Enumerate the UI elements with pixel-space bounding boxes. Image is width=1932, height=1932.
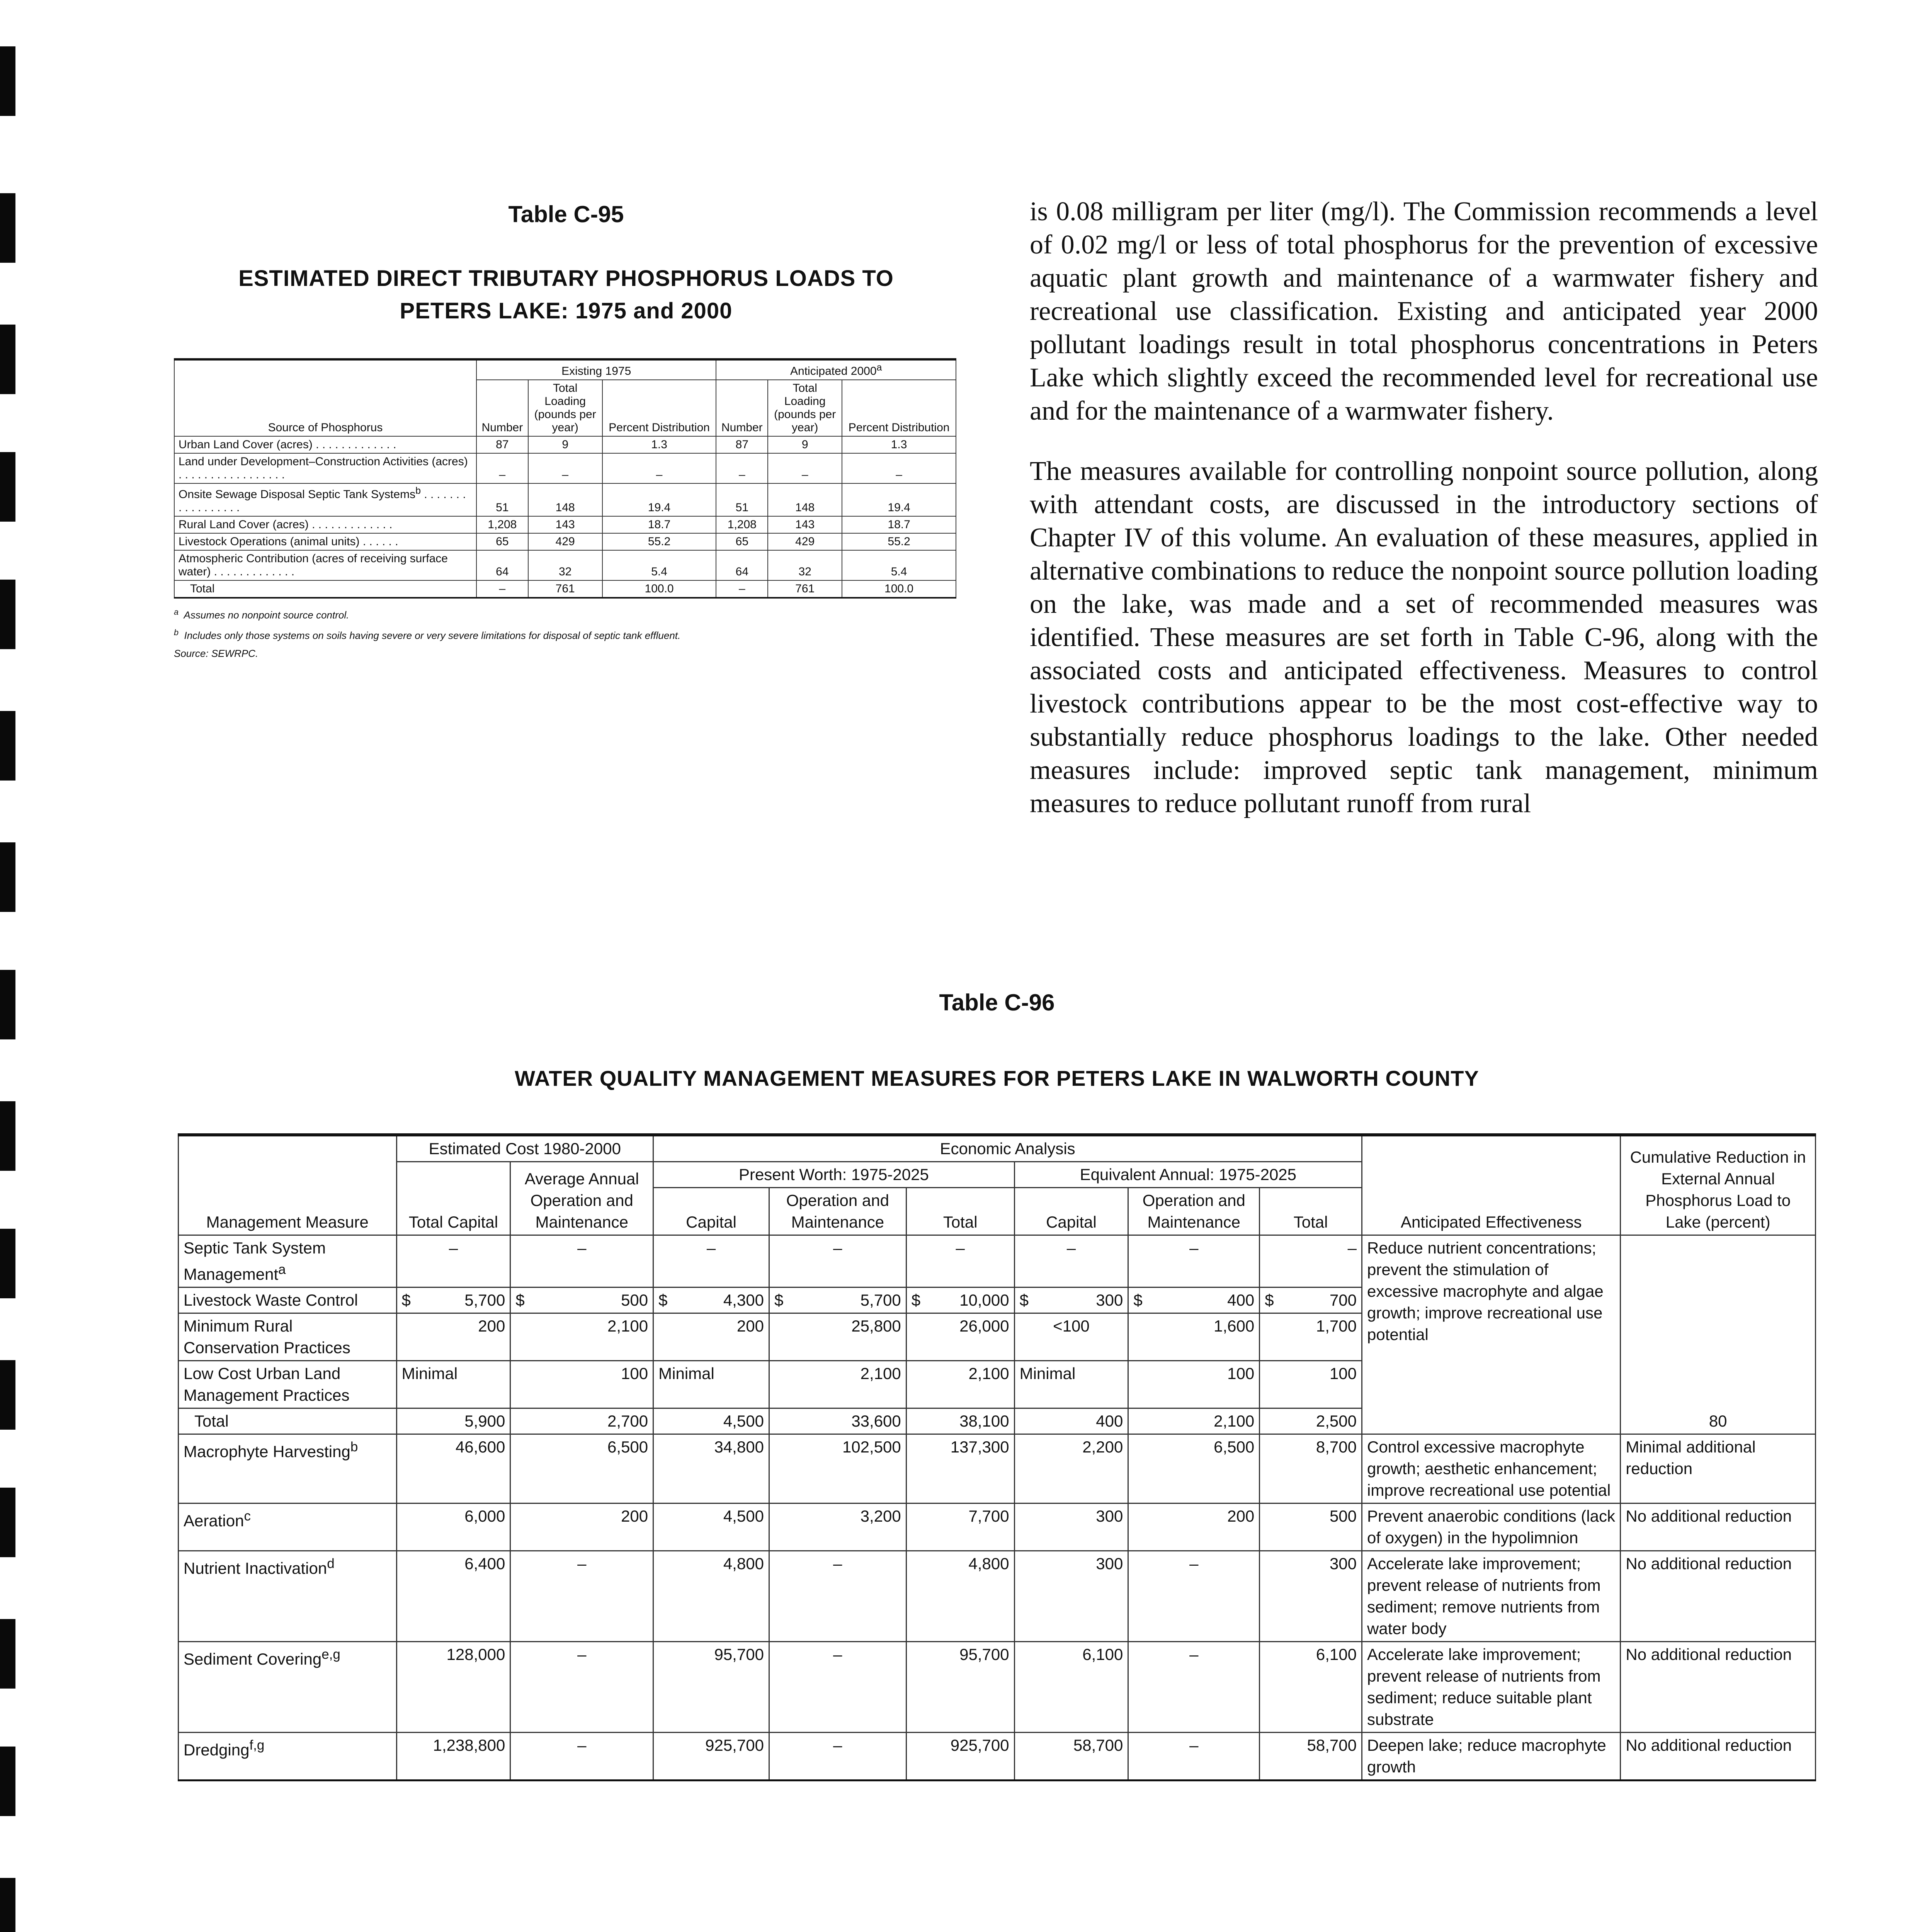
table-row xyxy=(174,516,956,533)
measure-text: Dredging xyxy=(184,1741,250,1759)
value-cell: 4,800 xyxy=(906,1551,1014,1642)
col-number-header: Number xyxy=(716,380,768,436)
value-cell xyxy=(769,1287,906,1313)
value-cell: 95,700 xyxy=(653,1642,769,1733)
value-cell: 32 xyxy=(768,550,842,580)
value-cell: – xyxy=(1128,1733,1260,1781)
body-text xyxy=(1030,195,1818,847)
value-cell: 143 xyxy=(768,516,842,533)
value-cell: 5,900 xyxy=(396,1408,510,1434)
footnote-mark: b xyxy=(415,485,421,496)
value-cell: – xyxy=(716,580,768,598)
col-capital-header: Capital xyxy=(653,1188,769,1235)
source-cell: Atmospheric Contribution (acres of receiving surface water) . . . . . . . . . . . . . xyxy=(174,550,476,580)
col-total-capital-header: Total Capital xyxy=(396,1162,510,1235)
value-cell xyxy=(1014,1287,1128,1313)
group-existing-header: Existing 1975 xyxy=(476,359,716,380)
table-row xyxy=(174,436,956,453)
value-cell: 33,600 xyxy=(769,1408,906,1434)
col-reduction-header: Cumulative Reduction in External Annual Phosphorus Load to Lake (percent) xyxy=(1621,1135,1816,1235)
binder-mark xyxy=(0,1488,15,1557)
value-text: 5,700 xyxy=(464,1291,505,1309)
reduction-cell: No additional reduction xyxy=(1621,1503,1816,1551)
value-cell: 400 xyxy=(1014,1408,1128,1434)
value-cell: 65 xyxy=(716,533,768,550)
group-equivalent-annual-header: Equivalent Annual: 1975-2025 xyxy=(1014,1162,1362,1188)
effectiveness-cell: Prevent anaerobic conditions (lack of oxygen) in the hypolimnion xyxy=(1362,1503,1621,1551)
footnote-mark: c xyxy=(244,1509,251,1524)
value-cell xyxy=(1128,1287,1260,1313)
value-cell: 9 xyxy=(528,436,602,453)
table-c96-section xyxy=(178,989,1816,1781)
value-cell: 925,700 xyxy=(653,1733,769,1781)
binder-mark xyxy=(0,1619,15,1689)
effectiveness-cell: Control excessive macrophyte growth; aesthetic enhancement; improve recreational use potential xyxy=(1362,1434,1621,1503)
value-cell: 925,700 xyxy=(906,1733,1014,1781)
col-total-header: Total xyxy=(1260,1188,1362,1235)
table-c95 xyxy=(174,358,956,599)
value-cell: – xyxy=(1260,1235,1362,1287)
source-dots: . . . . . . . . . . . . . . . . . xyxy=(179,488,466,514)
binder-mark xyxy=(0,842,15,912)
measure-cell xyxy=(179,1642,397,1733)
value-cell xyxy=(396,1287,510,1313)
table-c95-title xyxy=(174,262,958,327)
table-row xyxy=(179,1503,1816,1551)
group-anticipated-text: Anticipated 2000 xyxy=(790,365,877,378)
value-cell: 18.7 xyxy=(842,516,956,533)
value-cell: 6,000 xyxy=(396,1503,510,1551)
value-cell: 55.2 xyxy=(842,533,956,550)
value-cell: 761 xyxy=(528,580,602,598)
value-cell: 102,500 xyxy=(769,1434,906,1503)
col-total-loading-header: Total Loading (pounds per year) xyxy=(528,380,602,436)
value-cell xyxy=(653,1287,769,1313)
col-percent-header: Percent Distribution xyxy=(842,380,956,436)
source-cell: Livestock Operations (animal units) . . . . . . xyxy=(174,533,476,550)
table-c96-label: Table C-96 xyxy=(939,990,1055,1015)
value-cell: 26,000 xyxy=(906,1313,1014,1361)
value-cell: Minimal xyxy=(653,1361,769,1408)
footnote-mark: d xyxy=(327,1556,335,1571)
value-cell: – xyxy=(769,1235,906,1287)
table-row xyxy=(174,550,956,580)
value-text: 400 xyxy=(1227,1291,1255,1309)
table-row xyxy=(174,533,956,550)
table-c95-footnotes xyxy=(174,607,958,660)
value-cell: 1,238,800 xyxy=(396,1733,510,1781)
value-cell: – xyxy=(1128,1642,1260,1733)
measure-text: Septic Tank System Management xyxy=(184,1239,326,1283)
total-row xyxy=(174,580,956,598)
value-cell: 51 xyxy=(716,483,768,516)
value-cell: 6,100 xyxy=(1260,1642,1362,1733)
dollar-sign: $ xyxy=(515,1291,525,1309)
group-anticipated-header xyxy=(716,359,956,380)
effectiveness-cell: Accelerate lake improvement; prevent release of nutrients from sediment; remove nutrients from water body xyxy=(1362,1551,1621,1642)
value-cell: – xyxy=(653,1235,769,1287)
footnote-mark: b xyxy=(350,1439,358,1454)
footnote xyxy=(174,628,958,642)
footnote-mark: a xyxy=(174,607,179,617)
value-cell: – xyxy=(906,1235,1014,1287)
value-cell: – xyxy=(769,1642,906,1733)
value-cell: 64 xyxy=(716,550,768,580)
value-cell: – xyxy=(768,453,842,483)
col-avg-annual-header: Average Annual Operation and Maintenance xyxy=(510,1162,653,1235)
table-row xyxy=(174,453,956,483)
binder-mark xyxy=(0,580,15,649)
value-cell: – xyxy=(528,453,602,483)
value-cell: 6,400 xyxy=(396,1551,510,1642)
value-cell: 46,600 xyxy=(396,1434,510,1503)
value-cell: Minimal xyxy=(1014,1361,1128,1408)
col-total-header: Total xyxy=(906,1188,1014,1235)
value-cell: 64 xyxy=(476,550,528,580)
source-cell: Urban Land Cover (acres) . . . . . . . . . . . . . xyxy=(174,436,476,453)
value-cell: – xyxy=(1128,1235,1260,1287)
binder-mark xyxy=(0,452,15,522)
col-total-loading-header: Total Loading (pounds per year) xyxy=(768,380,842,436)
col-om-header: Operation and Maintenance xyxy=(1128,1188,1260,1235)
value-text: 300 xyxy=(1096,1291,1123,1309)
value-cell xyxy=(906,1287,1014,1313)
measure-text: Macrophyte Harvesting xyxy=(184,1442,350,1461)
dollar-sign: $ xyxy=(658,1291,668,1309)
value-cell: 38,100 xyxy=(906,1408,1014,1434)
value-cell: – xyxy=(510,1235,653,1287)
value-cell: 200 xyxy=(396,1313,510,1361)
col-number-header: Number xyxy=(476,380,528,436)
source-cell: Rural Land Cover (acres) . . . . . . . . . . . . . xyxy=(174,516,476,533)
table-c96-title: WATER QUALITY MANAGEMENT MEASURES FOR PETERS LAKE IN WALWORTH COUNTY xyxy=(515,1066,1479,1090)
value-cell: 51 xyxy=(476,483,528,516)
footnote-mark: e,g xyxy=(321,1647,340,1662)
dollar-sign: $ xyxy=(911,1291,921,1309)
value-cell: 6,500 xyxy=(1128,1434,1260,1503)
value-cell: 2,200 xyxy=(1014,1434,1128,1503)
value-cell: <100 xyxy=(1014,1313,1128,1361)
value-cell: Minimal xyxy=(396,1361,510,1408)
footnote-mark: a xyxy=(876,362,882,373)
value-cell: 7,700 xyxy=(906,1503,1014,1551)
footnote xyxy=(174,607,958,621)
value-cell: – xyxy=(842,453,956,483)
value-cell: 200 xyxy=(1128,1503,1260,1551)
measure-cell xyxy=(179,1235,397,1287)
table-c95-section xyxy=(174,201,958,660)
binder-mark xyxy=(0,1360,15,1430)
value-cell: – xyxy=(769,1733,906,1781)
binder-mark xyxy=(0,46,15,116)
value-text: 5,700 xyxy=(860,1291,901,1309)
table-c96 xyxy=(178,1133,1816,1781)
col-om-header: Operation and Maintenance xyxy=(769,1188,906,1235)
value-text: 10,000 xyxy=(959,1291,1009,1309)
measure-text: Aeration xyxy=(184,1512,244,1530)
value-cell: 761 xyxy=(768,580,842,598)
binder-mark xyxy=(0,1747,15,1816)
value-cell: 429 xyxy=(528,533,602,550)
value-cell: 148 xyxy=(528,483,602,516)
reduction-cell: No additional reduction xyxy=(1621,1551,1816,1642)
dollar-sign: $ xyxy=(1019,1291,1029,1309)
table-row xyxy=(179,1551,1816,1642)
dollar-sign: $ xyxy=(1265,1291,1274,1309)
value-cell: 2,700 xyxy=(510,1408,653,1434)
value-cell: 200 xyxy=(653,1313,769,1361)
reduction-cell: Minimal additional reduction xyxy=(1621,1434,1816,1503)
value-cell: 4,500 xyxy=(653,1503,769,1551)
source-cell: Land under Development–Construction Activities (acres) . . . . . . . . . . . . . . . . . xyxy=(174,453,476,483)
reduction-cell: No additional reduction xyxy=(1621,1733,1816,1781)
value-cell: 6,500 xyxy=(510,1434,653,1503)
reduction-cell: 80 xyxy=(1621,1235,1816,1434)
group-present-worth-header: Present Worth: 1975-2025 xyxy=(653,1162,1014,1188)
binder-mark xyxy=(0,1229,15,1298)
footnote-text: Includes only those systems on soils having severe or very severe limitations for disposal of septic tank effluent. xyxy=(184,629,681,641)
value-cell: 137,300 xyxy=(906,1434,1014,1503)
value-cell: 4,800 xyxy=(653,1551,769,1642)
table-c95-title-line2: PETERS LAKE: 1975 and 2000 xyxy=(400,298,733,323)
value-cell: 1,700 xyxy=(1260,1313,1362,1361)
effectiveness-cell: Reduce nutrient concentrations; prevent the stimulation of excessive macrophyte and algae growth; improve recreational use potential xyxy=(1362,1235,1621,1434)
value-cell: 1,208 xyxy=(716,516,768,533)
value-cell: 58,700 xyxy=(1014,1733,1128,1781)
value-cell: 1.3 xyxy=(602,436,716,453)
table-c95-title-line1: ESTIMATED DIRECT TRIBUTARY PHOSPHORUS LOADS TO xyxy=(238,266,894,291)
value-cell: – xyxy=(396,1235,510,1287)
measure-text: Nutrient Inactivation xyxy=(184,1559,327,1577)
col-effectiveness-header: Anticipated Effectiveness xyxy=(1362,1135,1621,1235)
value-cell: 6,100 xyxy=(1014,1642,1128,1733)
value-cell: 143 xyxy=(528,516,602,533)
value-cell: 87 xyxy=(476,436,528,453)
value-cell: – xyxy=(1128,1551,1260,1642)
col-percent-header: Percent Distribution xyxy=(602,380,716,436)
measure-cell: Livestock Waste Control xyxy=(179,1287,397,1313)
value-cell: 500 xyxy=(1260,1503,1362,1551)
measure-cell xyxy=(179,1503,397,1551)
value-cell: 429 xyxy=(768,533,842,550)
value-cell: 95,700 xyxy=(906,1642,1014,1733)
group-economic-header: Economic Analysis xyxy=(653,1135,1362,1162)
value-cell: 5.4 xyxy=(602,550,716,580)
measure-cell: Total xyxy=(179,1408,397,1434)
paragraph: The measures available for controlling nonpoint source pollution, along with attendant costs, are discussed in the introductory sections of Chapter IV of this volume. An evaluation of these measures, applied in alternative combinations to reduce the nonpoint source pollution loading on the lake, was made and a set of recommended measures was identified. These measures are set forth in Table C-96, along with the associated costs and anticipated effectiveness. Measures to control livestock contributions appear to be the most cost-effective way to substantially reduce phosphorus loadings to the lake. Other needed measures include: improved septic tank management, minimum measures to reduce pollutant runoff from rural xyxy=(1030,456,1818,818)
measure-cell xyxy=(179,1434,397,1503)
dollar-sign: $ xyxy=(1133,1291,1143,1309)
table-row xyxy=(179,1235,1816,1287)
value-cell: 87 xyxy=(716,436,768,453)
value-cell: 19.4 xyxy=(842,483,956,516)
value-cell: 300 xyxy=(1260,1551,1362,1642)
paragraph: is 0.08 milligram per liter (mg/l). The Commission recommends a level of 0.02 mg/l or less of total phosphorus for the prevention of excessive aquatic plant growth and maintenance of a warmwater fishery and recreational use classification. Existing and anticipated year 2000 pollutant loadings result in total phosphorus concentrations in Peters Lake which slightly exceed the recommended level for recreational use and for the maintenance of a warmwater fishery. xyxy=(1030,197,1818,426)
value-cell: – xyxy=(510,1733,653,1781)
binder-mark xyxy=(0,193,15,263)
binder-mark xyxy=(0,970,15,1039)
table-c95-label: Table C-95 xyxy=(508,201,624,227)
value-cell xyxy=(510,1287,653,1313)
value-cell: 65 xyxy=(476,533,528,550)
value-cell: 3,200 xyxy=(769,1503,906,1551)
value-cell xyxy=(1260,1287,1362,1313)
value-cell: – xyxy=(510,1642,653,1733)
source-text: Onsite Sewage Disposal Septic Tank Systems xyxy=(179,488,416,501)
footnote-mark: f,g xyxy=(249,1738,265,1753)
value-cell: 100 xyxy=(1260,1361,1362,1408)
value-text: 700 xyxy=(1329,1291,1357,1309)
value-cell: – xyxy=(510,1551,653,1642)
value-cell: 1.3 xyxy=(842,436,956,453)
dollar-sign: $ xyxy=(774,1291,784,1309)
value-cell: 100.0 xyxy=(842,580,956,598)
value-cell: 128,000 xyxy=(396,1642,510,1733)
value-cell: 100.0 xyxy=(602,580,716,598)
value-cell: – xyxy=(476,580,528,598)
source-cell xyxy=(174,483,476,516)
measure-cell xyxy=(179,1733,397,1781)
value-cell: 2,100 xyxy=(1128,1408,1260,1434)
binder-mark xyxy=(0,1878,15,1932)
table-row xyxy=(174,483,956,516)
value-cell: 2,100 xyxy=(769,1361,906,1408)
measure-cell: Minimum Rural Conservation Practices xyxy=(179,1313,397,1361)
reduction-cell: No additional reduction xyxy=(1621,1642,1816,1733)
footnote-mark: b xyxy=(174,627,179,637)
table-row xyxy=(179,1642,1816,1733)
source-cell: Total xyxy=(174,580,476,598)
effectiveness-cell: Accelerate lake improvement; prevent release of nutrients from sediment; reduce suitable plant substrate xyxy=(1362,1642,1621,1733)
col-source-header: Source of Phosphorus xyxy=(174,359,476,436)
table-row xyxy=(179,1733,1816,1781)
value-cell: 55.2 xyxy=(602,533,716,550)
value-cell: 32 xyxy=(528,550,602,580)
value-cell: 18.7 xyxy=(602,516,716,533)
value-cell: 4,500 xyxy=(653,1408,769,1434)
value-cell: 200 xyxy=(510,1503,653,1551)
binder-mark xyxy=(0,1101,15,1171)
value-cell: 300 xyxy=(1014,1551,1128,1642)
value-cell: 58,700 xyxy=(1260,1733,1362,1781)
value-cell: 8,700 xyxy=(1260,1434,1362,1503)
measure-text: Sediment Covering xyxy=(184,1650,322,1668)
value-cell: 100 xyxy=(1128,1361,1260,1408)
binder-mark xyxy=(0,325,15,394)
value-cell: – xyxy=(716,453,768,483)
binder-mark xyxy=(0,711,15,781)
value-cell: 1,208 xyxy=(476,516,528,533)
dollar-sign: $ xyxy=(401,1291,411,1309)
value-cell: – xyxy=(769,1551,906,1642)
measure-cell: Low Cost Urban Land Management Practices xyxy=(179,1361,397,1408)
value-cell: 100 xyxy=(510,1361,653,1408)
value-cell: 148 xyxy=(768,483,842,516)
value-cell: 9 xyxy=(768,436,842,453)
value-cell: – xyxy=(602,453,716,483)
table-source: Source: SEWRPC. xyxy=(174,648,259,660)
value-cell: 25,800 xyxy=(769,1313,906,1361)
col-measure-header: Management Measure xyxy=(179,1135,397,1235)
value-text: 500 xyxy=(621,1291,648,1309)
value-cell: 1,600 xyxy=(1128,1313,1260,1361)
value-cell: 2,100 xyxy=(510,1313,653,1361)
value-cell: 5.4 xyxy=(842,550,956,580)
value-cell: – xyxy=(1014,1235,1128,1287)
effectiveness-cell: Deepen lake; reduce macrophyte growth xyxy=(1362,1733,1621,1781)
group-estimated-cost-header: Estimated Cost 1980-2000 xyxy=(396,1135,653,1162)
footnote-text: Assumes no nonpoint source control. xyxy=(184,609,349,621)
table-row xyxy=(179,1434,1816,1503)
value-cell: 300 xyxy=(1014,1503,1128,1551)
value-cell: 19.4 xyxy=(602,483,716,516)
value-text: 4,300 xyxy=(723,1291,764,1309)
col-capital-header: Capital xyxy=(1014,1188,1128,1235)
value-cell: 2,500 xyxy=(1260,1408,1362,1434)
value-cell: 2,100 xyxy=(906,1361,1014,1408)
footnote-mark: a xyxy=(278,1262,286,1277)
measure-cell xyxy=(179,1551,397,1642)
value-cell: – xyxy=(476,453,528,483)
value-cell: 34,800 xyxy=(653,1434,769,1503)
